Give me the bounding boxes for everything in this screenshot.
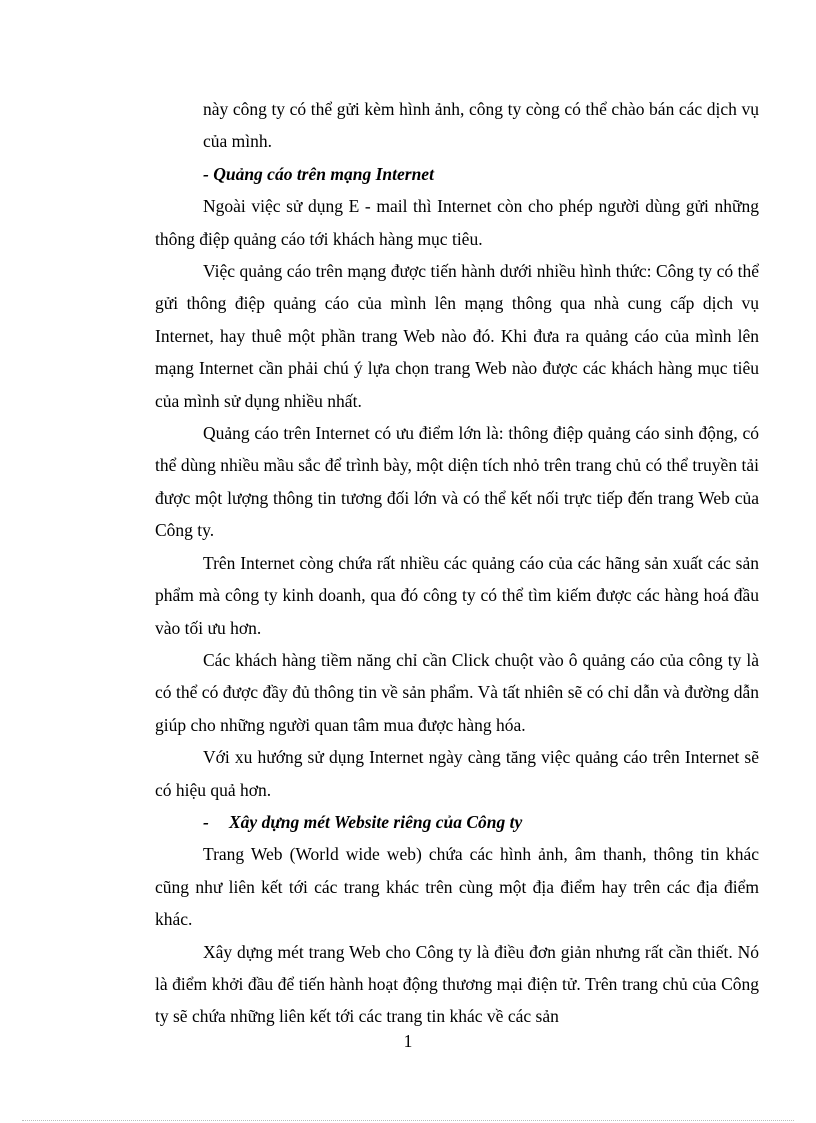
- paragraph-continuation: này công ty có thể gửi kèm hình ảnh, công ty còng có thể chào bán các dịch vụ của mình.: [203, 99, 759, 152]
- heading-build-website-text: Xây dựng mét Website riêng của Công ty: [229, 811, 523, 832]
- heading-dash: -: [203, 811, 209, 832]
- paragraph-potential-customers: Các khách hàng tiềm năng chỉ cần Click chuột vào ô quảng cáo của công ty là có thể có được đầy đủ thông tin về sản phẩm. Và tất nhiên sẽ có chỉ dẫn và đường dẫn giúp cho những người quan tâm mua được hàng hóa.: [155, 649, 759, 735]
- paragraph-build-website: Xây dựng mét trang Web cho Công ty là điều đơn giản nhưng rất cần thiết. Nó là điểm khởi đầu để tiến hành hoạt động thương mại điện tử. Trên trang chủ của Công ty sẽ chứa những liên kết tới các trang tin khác về các sản: [155, 941, 759, 1027]
- body-text: [155, 93, 759, 1033]
- paragraph-web-definition: Trang Web (World wide web) chứa các hình ảnh, âm thanh, thông tin khác cũng như liên kết tới các trang khác trên cùng một địa điểm hay trên các địa điểm khác.: [155, 844, 759, 930]
- paragraph-advantages: Quảng cáo trên Internet có ưu điểm lớn là: thông điệp quảng cáo sinh động, có thể dùng nhiều mầu sắc để trình bày, một diện tích nhỏ trên trang chủ có thể truyền tải được một lượng thông tin tương đối lớn và có thể kết nối trực tiếp đến trang Web của Công ty.: [155, 423, 759, 541]
- page-bottom-divider: [22, 1120, 794, 1121]
- paragraph-trend: Với xu hướng sử dụng Internet ngày càng tăng việc quảng cáo trên Internet sẽ có hiệu quả hơn.: [155, 747, 759, 800]
- heading-build-website: [155, 806, 759, 838]
- paragraph-manufacturers: Trên Internet còng chứa rất nhiều các quảng cáo của các hãng sản xuất các sản phẩm mà công ty kinh doanh, qua đó công ty có thể tìm kiếm được các hàng hoá đầu vào tối ưu hơn.: [155, 552, 759, 638]
- paragraph-advertising-forms: Việc quảng cáo trên mạng được tiến hành dưới nhiều hình thức: Công ty có thể gửi thông điệp quảng cáo của mình lên mạng thông qua nhà cung cấp dịch vụ Internet, hay thuê một phần trang Web nào đó. Khi đưa ra quảng cáo của mình lên mạng Internet cần phải chú ý lựa chọn trang Web nào được các khách hàng mục tiêu của mình sử dụng nhiều nhất.: [155, 261, 759, 411]
- paragraph-email-internet: Ngoài việc sử dụng E - mail thì Internet còn cho phép người dùng gửi những thông điệp quảng cáo tới khách hàng mục tiêu.: [155, 196, 759, 249]
- page-number: 1: [403, 1031, 413, 1051]
- heading-internet-advertising: - Quảng cáo trên mạng Internet: [203, 163, 434, 184]
